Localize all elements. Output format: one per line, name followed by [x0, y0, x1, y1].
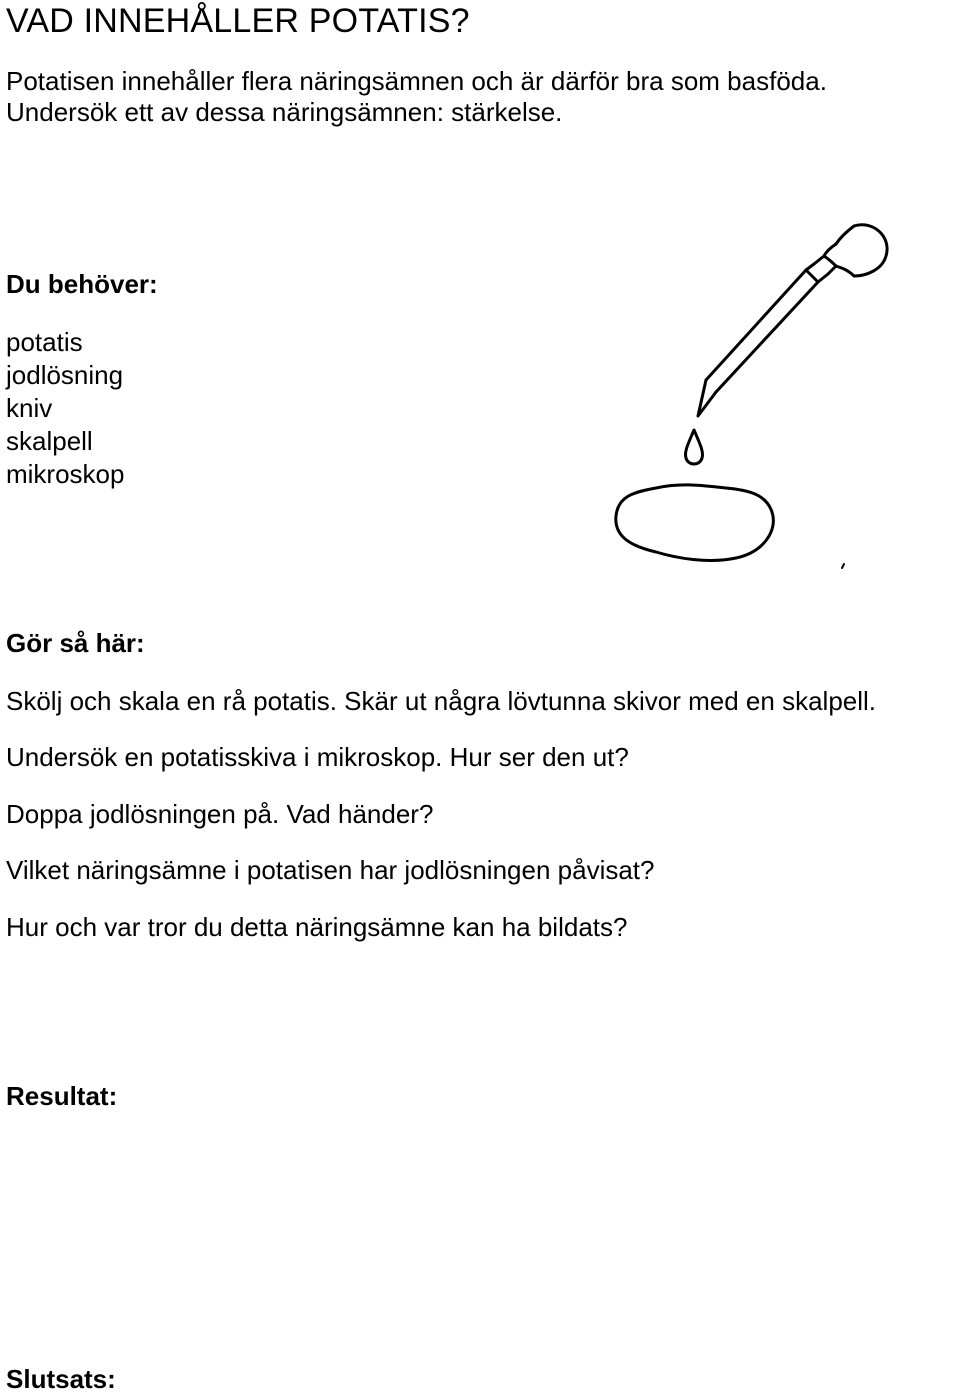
- materials-item: potatis: [6, 327, 83, 357]
- materials-item: mikroskop: [6, 459, 125, 489]
- procedure-step: Vilket näringsämne i potatisen har jodlösningen påvisat?: [6, 855, 655, 885]
- intro-text: [6, 66, 827, 128]
- materials-item: kniv: [6, 393, 53, 423]
- page-title: VAD INNEHÅLLER POTATIS?: [6, 2, 470, 40]
- procedure-step: Skölj och skala en rå potatis. Skär ut några lövtunna skivor med en skalpell.: [6, 686, 877, 716]
- intro-line-2: Undersök ett av dessa näringsämnen: stärkelse.: [6, 97, 563, 127]
- pipette-illustration: [596, 190, 896, 580]
- conclusion-heading: Slutsats:: [6, 1364, 116, 1394]
- procedure-step: Hur och var tror du detta näringsämne kan ha bildats?: [6, 912, 628, 942]
- procedure-step: Undersök en potatisskiva i mikroskop. Hur ser den ut?: [6, 742, 629, 772]
- materials-heading: Du behöver:: [6, 269, 158, 299]
- intro-line-1: Potatisen innehåller flera näringsämnen och är därför bra som basföda.: [6, 66, 827, 96]
- potato-icon: [616, 485, 774, 561]
- materials-list: [6, 326, 124, 491]
- result-heading: Resultat:: [6, 1081, 118, 1111]
- procedure-step: Doppa jodlösningen på. Vad händer?: [6, 799, 434, 829]
- materials-item: jodlösning: [6, 360, 124, 390]
- procedure-heading: Gör så här:: [6, 628, 145, 658]
- materials-item: skalpell: [6, 426, 93, 456]
- drop-icon: [685, 430, 702, 464]
- pipette-icon: [698, 225, 887, 416]
